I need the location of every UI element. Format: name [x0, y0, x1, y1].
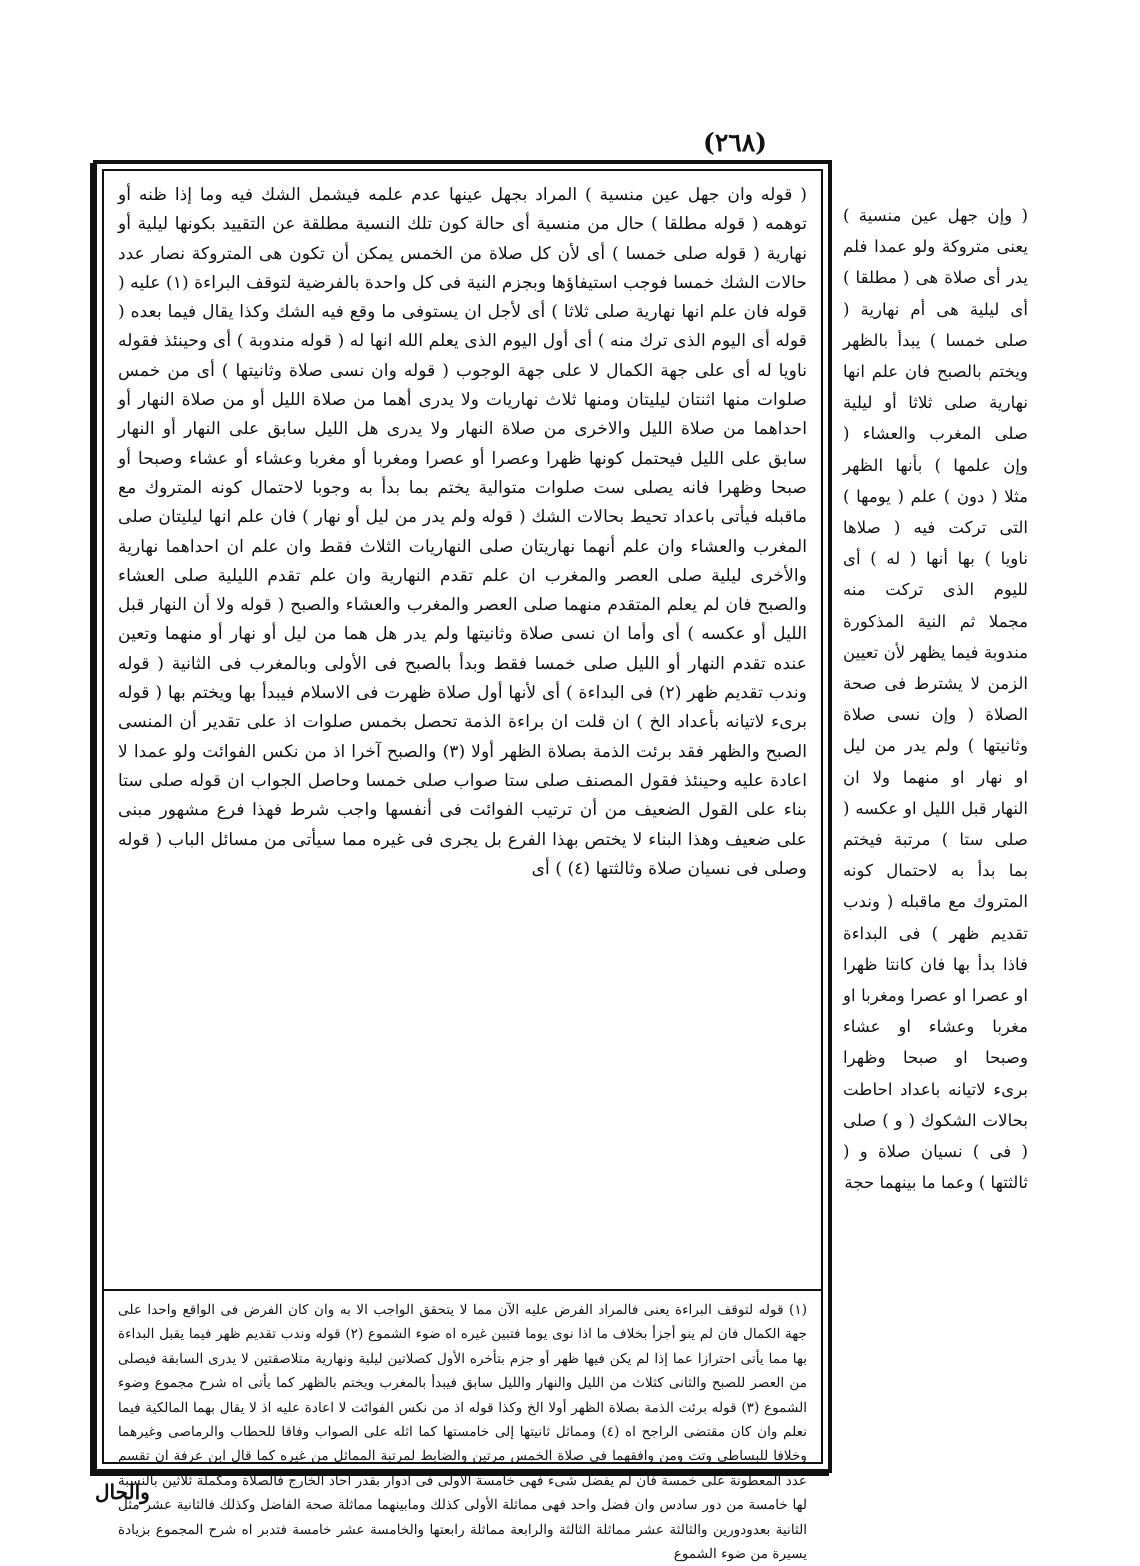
marginal-matn-text	[843, 200, 1028, 1462]
footnote-divider	[104, 1289, 821, 1291]
page-number: (٢٦٨)	[703, 128, 767, 157]
margin-paragraph: ( وإن جهل عين منسية ) يعنى متروكة ولو عمدا فلم يدر أى صلاة هى ( مطلقا ) أى ليلية هى أم نهارية ( صلى خمسا ) يبدأ بالظهر ويختم بالصبح فان علم انها نهارية صلى ثلاثا أو ليلية صلى المغرب والعشاء ( وإن علمها ) بأنها الظهر مثلا ( دون ) علم ( يومها ) التى تركت فيه ( صلاها ناويا ) بها أنها ( له ) أى لليوم الذى تركت منه مجملا ثم النية المذكورة مندوبة فيما يظهر لأن تعيين الزمن لا يشترط فى صحة الصلاة ( وإن نسى صلاة وثانيتها ) ولم يدر من ليل او نهار او منهما ولا ان النهار قبل الليل او عكسه ( صلى ستا ) مرتبة فيختم بما بدأ به لاحتمال كونه المتروك مع ماقبله ( وندب تقديم ظهر ) فى البداءة فاذا بدأ بها فان كانتا ظهرا او عصرا او عصرا ومغربا او مغربا وعشاء او عشاء وصبحا او صبحا وظهرا برىء لاتيانه باعداد احاطت بحالات الشكوك ( و ) صلى ( فى ) نسيان صلاة و ( ثالثتها ) وعما ما بينهما حجة	[843, 206, 1028, 1193]
footnotes-paragraph: (١) قوله لتوقف البراءة يعنى فالمراد الفرض عليه الآن مما لا يتحقق الواجب الا به وان كان الفرض فى الواقع واحدا على جهة الكمال فان لم ينو أجزأ بخلاف ما اذا نوى يوما فتبين غيره اه ضوء الشموع (٢) قوله وندب تقديم ظهر فيما يقبل البداءة بها مما يأتى احترازا عما إذا لم يكن فيها ظهر أو جزم بتأخره الأول كصلاتين ليلية ونهارية متلاصقتين لا يدرى السابقة فيصلى من العصر للصبح والثانى كثلاث من الليل والنهار والليل سابق فيبدأ بالمغرب ويختم بالظهر كما يأتى اه شرح مجموع وضوء الشموع (٣) قوله برئت الذمة بصلاة الظهر أولا الخ وكذا قوله اذ من نكس الفوائت لا اعادة عليه اذ لا يقال بهما المالكية فيما نعلم وان كان مقتضى الراجح اه (٤) ومماثل ثانيتها إلى خامستها كما اثله على الصواب وفاقا للحطاب والرماصى وغيرهما وخلافا للبساطى وتت ومن وافقهما فى صلاة الخمس مرتين والضابط لمرتبة المماثل من غيره كما قال ابن عرفة ان تقسم عدد المعطونة على خمسة فان لم يفضل شىء فهى خامسة الأولى فى أدوار بقدر آحاد الخارج فالصلاة ومكملة ثلاثين بالنسبة لها خامسة من دور سادس وان فضل واحد فهى مماثلة الأولى كذلك ومابينهما مماثلة صحة الفاضل وكذلك فالثانية عشر مثل الثانية بعدودورين والثالثة عشر مماثلة الثالثة والرابعة مماثلة رابعتها والخامسة عشر خامسة فتدبر اه شرح المجموع بزيادة يسيرة من ضوء الشموع	[118, 1302, 807, 1563]
commentary-paragraph: ( قوله وان جهل عين منسية ) المراد بجهل عينها عدم علمه فيشمل الشك فيه وما إذا ظنه أو توهمه ( قوله مطلقا ) حال من منسية أى حالة كون تلك النسية مطلقة عن التقييد بكونها ليلية أو نهارية ( قوله صلى خمسا ) أى لأن كل صلاة من الخمس يمكن أن تكون هى المتروكة نصار عدد حالات الشك خمسا فوجب استيفاؤها وبجزم النية فى كل واحدة بالفرضية لتوقف البراءة (١) عليه ( قوله فان علم انها نهارية صلى ثلاثا ) أى لأجل ان يستوفى ما وقع فيه الشك وكذا يقال فيما بعده ( قوله أى اليوم الذى ترك منه ) أى أول اليوم الذى يعلم الله انها له ( قوله مندوبة ) أى وحينئذ فقوله ناويا له أى على جهة الكمال لا على جهة الوجوب ( قوله وان نسى صلاة وثانيتها ) أى من خمس صلوات منها اثنتان ليليتان ومنها ثلاث نهاريات ولا يدرى أهما من صلاة الليل أو من صلاة النهار أو احداهما من صلاة الليل والاخرى من صلاة النهار ولا يدرى هل الليل سابق على النهار أو النهار سابق على الليل فيحتمل كونها ظهرا وعصرا أو عصرا ومغربا أو مغربا وعشاء أو عشاء وصبحا أو صبحا وظهرا فانه يصلى ست صلوات متوالية يختم بما بدأ به وجوبا لاحتمال كونه المتروك مع ماقبله فيأتى باعداد تحيط بحالات الشك ( قوله ولم يدر من ليل أو نهار ) فان علم انها ليليتان صلى المغرب والعشاء وان علم أنهما نهاريتان صلى النهاريات الثلاث فقط وان علم ان احداهما نهارية والأخرى ليلية صلى العصر والمغرب ان علم تقدم النهارية وان علم تقدم الليلية صلى العشاء والصبح فان لم يعلم المتقدم منهما صلى العصر والمغرب والعشاء والصبح ( قوله ولا أن النهار قبل الليل أو عكسه ) أى وأما ان نسى صلاة وثانيتها ولم يدر هل هما من ليل أو نهار أو منهما وتعين عنده تقدم النهار أو الليل صلى خمسا فقط وبدأ بالصبح فى الأولى وبالمغرب فى الثانية ( قوله وندب تقديم ظهر (٢) فى البداءة ) أى لأنها أول صلاة ظهرت فى الاسلام فيبدأ بها ويختم بها ( قوله برىء لاتيانه بأعداد الخ ) ان قلت ان براءة الذمة تحصل بخمس صلوات اذ على تقدير أن المنسى الصبح والظهر فقد برئت الذمة بصلاة الظهر أولا (٣) والصبح آخرا اذ من نكس الفوائت ولو عمدا لا اعادة عليه وحينئذ فقول المصنف صلى ستا صواب صلى خمسا وحاصل الجواب ان قوله صلى ستا بناء على القول الضعيف من أن ترتيب الفوائت فى أنفسها واجب شرط فهذا فرع مشهور مبنى على ضعيف وهذا البناء لا يختص بهذا الفرع بل يجرى فى غيره مما سيأتى من مسائل الباب ( قوله وصلى فى نسيان صلاة وثالثتها (٤) ) أى	[118, 185, 807, 879]
catchword: والحال	[95, 1480, 150, 1504]
commentary-text	[118, 181, 807, 1273]
